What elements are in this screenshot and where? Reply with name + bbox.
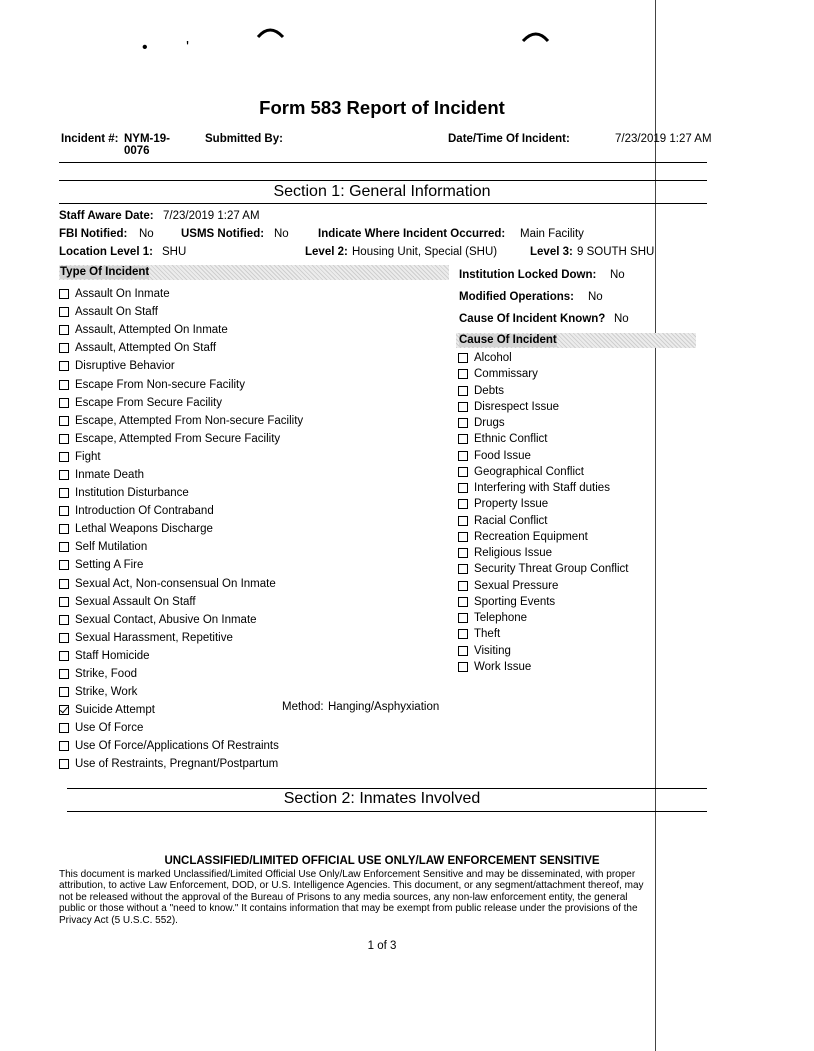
fbi-notified-value: No [139, 228, 154, 240]
page-number: 1 of 3 [367, 940, 397, 952]
checkbox-item [59, 629, 303, 647]
checkbox-label: Lethal Weapons Discharge [75, 523, 213, 536]
checkbox-label: Strike, Work [75, 686, 138, 699]
classification-banner: UNCLASSIFIED/LIMITED OFFICIAL USE ONLY/LAW ENFORCEMENT SENSITIVE [164, 855, 600, 867]
checkbox-label: Work Issue [474, 660, 532, 673]
scan-speck: ' [186, 39, 190, 56]
usms-notified-label: USMS Notified: [181, 228, 265, 240]
checkbox[interactable] [59, 687, 69, 697]
locked-down-value: No [610, 269, 625, 281]
checkbox[interactable] [458, 532, 468, 542]
checkbox[interactable] [458, 499, 468, 509]
checkbox-item [458, 643, 628, 659]
checkbox-label: Theft [474, 628, 501, 641]
checkbox-label: Strike, Food [75, 668, 137, 681]
incident-number-value: NYM-19- [124, 133, 171, 145]
checkbox[interactable] [59, 651, 69, 661]
checkbox-item [458, 415, 628, 431]
checkbox-item [458, 594, 628, 610]
disclaimer-line: public or those without a "need to know." It contains information that may be exempt from public release under the provisions of the [59, 903, 638, 915]
checkbox[interactable] [458, 483, 468, 493]
checkbox-item [59, 466, 303, 484]
section2-divider-bottom [67, 811, 707, 812]
checkbox[interactable] [458, 629, 468, 639]
checkbox-label: Interfering with Staff duties [474, 482, 610, 495]
checkbox-label: Sporting Events [474, 595, 556, 608]
disclaimer-line: Privacy Act (5 U.S.C. 552). [59, 914, 178, 926]
cause-known-label: Cause Of Incident Known? [459, 313, 606, 325]
submitted-by-label: Submitted By: [205, 133, 283, 145]
checkbox-label: Institution Disturbance [75, 487, 189, 500]
checkbox[interactable] [458, 548, 468, 558]
section-divider-top [59, 180, 707, 181]
checkbox-item [458, 610, 628, 626]
section2-title: Section 2: Inmates Involved [283, 790, 481, 807]
scan-speck: • [142, 39, 148, 56]
checked-checkbox[interactable] [59, 705, 69, 715]
checkbox-label: Escape, Attempted From Non-secure Facility [75, 414, 304, 427]
checkbox[interactable] [59, 542, 69, 552]
checkbox-item [59, 484, 303, 502]
type-of-incident-header: Type Of Incident [60, 266, 150, 278]
checkbox-item [59, 357, 303, 375]
modified-ops-value: No [588, 291, 603, 303]
incident-number-value-cont: 0076 [124, 145, 150, 157]
datetime-value: 7/23/2019 1:27 AM [615, 133, 712, 145]
checkbox-label: Introduction Of Contraband [75, 505, 214, 518]
where-occurred-value: Main Facility [520, 228, 584, 240]
checkbox-label: Sexual Harassment, Repetitive [75, 631, 233, 644]
checkbox-item [458, 431, 628, 447]
checkbox[interactable] [59, 615, 69, 625]
checkbox[interactable] [59, 470, 69, 480]
checkbox-label: Self Mutilation [75, 541, 148, 554]
checkbox[interactable] [59, 579, 69, 589]
checkbox-label: Suicide Attempt [75, 704, 155, 717]
checkbox-item [59, 394, 303, 412]
checkbox-item [59, 303, 303, 321]
checkbox-label: Ethnic Conflict [474, 433, 548, 446]
cause-of-incident-header: Cause Of Incident [459, 334, 557, 346]
checkbox-item [59, 556, 303, 574]
section1-title: Section 1: General Information [273, 183, 491, 200]
checkbox[interactable] [59, 361, 69, 371]
level2-label: Level 2: [305, 246, 348, 258]
checkbox-label: Alcohol [474, 352, 512, 365]
checkbox-item [59, 665, 303, 683]
checkbox[interactable] [59, 524, 69, 534]
disclaimer-line: This document is marked Unclassified/Limited Official Use Only/Law Enforcement Sensitive and may be disseminated, with proper [59, 869, 636, 880]
checkbox-item [59, 339, 303, 357]
checkbox-item [458, 561, 628, 577]
checkbox[interactable] [59, 434, 69, 444]
checkbox-label: Visiting [474, 644, 511, 657]
checkbox-label: Sexual Assault On Staff [75, 595, 196, 608]
checkbox[interactable] [458, 597, 468, 607]
checkbox-item [59, 321, 303, 339]
location-level1-value: SHU [162, 246, 187, 258]
scan-line [655, 0, 656, 1051]
checkbox[interactable] [59, 307, 69, 317]
checkbox-item [458, 464, 628, 480]
checkbox[interactable] [458, 662, 468, 672]
checkbox-item [59, 683, 303, 701]
location-level1-label: Location Level 1: [59, 246, 153, 258]
checkbox[interactable] [458, 646, 468, 656]
checkbox-item [59, 375, 303, 393]
checkbox[interactable] [59, 488, 69, 498]
checkbox[interactable] [458, 418, 468, 428]
checkbox-item [59, 755, 303, 773]
checkbox-label: Sexual Act, Non-consensual On Inmate [75, 577, 276, 590]
checkbox-label: Assault On Staff [75, 306, 158, 319]
checkbox-item [458, 366, 628, 382]
checkbox-label: Sexual Contact, Abusive On Inmate [75, 613, 257, 626]
checkbox[interactable] [458, 581, 468, 591]
checkbox-label: Debts [474, 384, 505, 397]
checkbox-item [59, 575, 303, 593]
checkbox[interactable] [59, 380, 69, 390]
checkbox[interactable] [59, 723, 69, 733]
method-label: Method: [282, 701, 324, 713]
checkbox-label: Telephone [474, 612, 528, 625]
checkbox[interactable] [59, 452, 69, 462]
cause-of-incident-list [458, 350, 628, 675]
where-occurred-label: Indicate Where Incident Occurred: [318, 228, 506, 240]
checkbox-label: Racial Conflict [474, 514, 548, 527]
checkbox-item [59, 412, 303, 430]
disclaimer [59, 869, 644, 926]
disclaimer-line: attribution, to active Law Enforcement, DOD, or U.S. Intelligence Agencies. This document, or any segment/attachment thereof, may [59, 880, 644, 892]
checkbox-label: Commissary [474, 368, 538, 381]
method-value: Hanging/Asphyxiation [328, 701, 440, 713]
checkbox-item [458, 383, 628, 399]
checkbox-item [458, 545, 628, 561]
checkbox[interactable] [59, 506, 69, 516]
checkbox[interactable] [59, 343, 69, 353]
checkbox-item [59, 448, 303, 466]
checkbox-label: Escape From Non-secure Facility [75, 378, 245, 391]
section2-divider-top [67, 788, 707, 789]
checkbox[interactable] [59, 560, 69, 570]
checkbox[interactable] [59, 759, 69, 769]
checkbox[interactable] [458, 386, 468, 396]
section-divider-bottom [59, 203, 707, 204]
checkbox[interactable] [458, 353, 468, 363]
checkbox[interactable] [458, 516, 468, 526]
checkbox-item [458, 578, 628, 594]
checkbox[interactable] [458, 467, 468, 477]
checkbox[interactable] [59, 741, 69, 751]
checkbox-item [458, 659, 628, 675]
type-of-incident-list [59, 285, 303, 774]
page-title: Form 583 Report of Incident [259, 97, 505, 118]
incident-number-label: Incident #: [61, 133, 119, 145]
disclaimer-line: not be released without the approval of the Bureau of Prisons to any media sources, any non-law enforcement entity, the general [59, 891, 628, 903]
level3-label: Level 3: [530, 246, 573, 258]
checkbox-item [458, 626, 628, 642]
checkbox-label: Geographical Conflict [474, 465, 584, 478]
staff-aware-value: 7/23/2019 1:27 AM [163, 210, 260, 222]
checkbox[interactable] [458, 402, 468, 412]
modified-ops-label: Modified Operations: [459, 291, 574, 303]
checkbox-label: Food Issue [474, 449, 531, 462]
checkbox-item [59, 538, 303, 556]
checkbox[interactable] [59, 597, 69, 607]
checkbox-label: Security Threat Group Conflict [474, 563, 629, 576]
checkbox[interactable] [458, 451, 468, 461]
checkbox-item [59, 285, 303, 303]
checkbox-label: Disrespect Issue [474, 400, 560, 413]
usms-notified-value: No [274, 228, 289, 240]
checkbox-label: Disruptive Behavior [75, 360, 175, 373]
checkbox-label: Assault, Attempted On Staff [75, 342, 217, 355]
checkbox-item [458, 529, 628, 545]
locked-down-label: Institution Locked Down: [459, 269, 597, 281]
checkbox-item [59, 737, 303, 755]
checkbox-label: Staff Homicide [75, 649, 150, 662]
checkbox[interactable] [59, 416, 69, 426]
checkbox-label: Religious Issue [474, 547, 552, 560]
punch-mark-right [521, 29, 551, 45]
checkbox-label: Escape From Secure Facility [75, 396, 222, 409]
checkbox[interactable] [458, 564, 468, 574]
checkbox-label: Inmate Death [75, 468, 145, 481]
checkbox[interactable] [59, 325, 69, 335]
checkbox[interactable] [458, 369, 468, 379]
checkbox-item [59, 719, 303, 737]
checkbox-item [458, 496, 628, 512]
staff-aware-label: Staff Aware Date: [59, 210, 154, 222]
fbi-notified-label: FBI Notified: [59, 228, 128, 240]
checkbox-item [59, 701, 303, 719]
checkbox[interactable] [458, 434, 468, 444]
checkbox-item [458, 448, 628, 464]
checkbox[interactable] [59, 398, 69, 408]
checkbox-item [59, 611, 303, 629]
checkbox-item [59, 502, 303, 520]
checkbox-label: Fight [75, 450, 101, 463]
checkbox-item [458, 399, 628, 415]
checkbox[interactable] [59, 289, 69, 299]
checkbox-item [458, 480, 628, 496]
punch-mark-left [256, 24, 286, 40]
checkbox-label: Use Of Force [75, 722, 144, 735]
cause-known-value: No [614, 313, 629, 325]
checkbox-item [59, 593, 303, 611]
checkbox-label: Sexual Pressure [474, 579, 559, 592]
checkbox-label: Assault On Inmate [75, 288, 170, 301]
level3-value: 9 SOUTH SHU [577, 246, 655, 258]
checkbox-label: Recreation Equipment [474, 530, 588, 543]
checkbox-item [59, 520, 303, 538]
checkbox-label: Escape, Attempted From Secure Facility [75, 432, 281, 445]
checkbox-label: Use of Restraints, Pregnant/Postpartum [75, 758, 279, 771]
checkbox[interactable] [59, 633, 69, 643]
checkbox-label: Setting A Fire [75, 559, 144, 572]
checkbox-label: Property Issue [474, 498, 549, 511]
checkbox-item [59, 430, 303, 448]
level2-value: Housing Unit, Special (SHU) [352, 246, 498, 258]
checkbox-label: Drugs [474, 417, 505, 430]
checkbox-item [458, 350, 628, 366]
datetime-label: Date/Time Of Incident: [448, 133, 570, 145]
checkbox[interactable] [458, 613, 468, 623]
checkbox-item [458, 513, 628, 529]
checkbox[interactable] [59, 669, 69, 679]
header-divider [59, 162, 707, 163]
checkbox-label: Use Of Force/Applications Of Restraints [75, 740, 279, 753]
checkbox-item [59, 647, 303, 665]
checkbox-label: Assault, Attempted On Inmate [75, 324, 228, 337]
